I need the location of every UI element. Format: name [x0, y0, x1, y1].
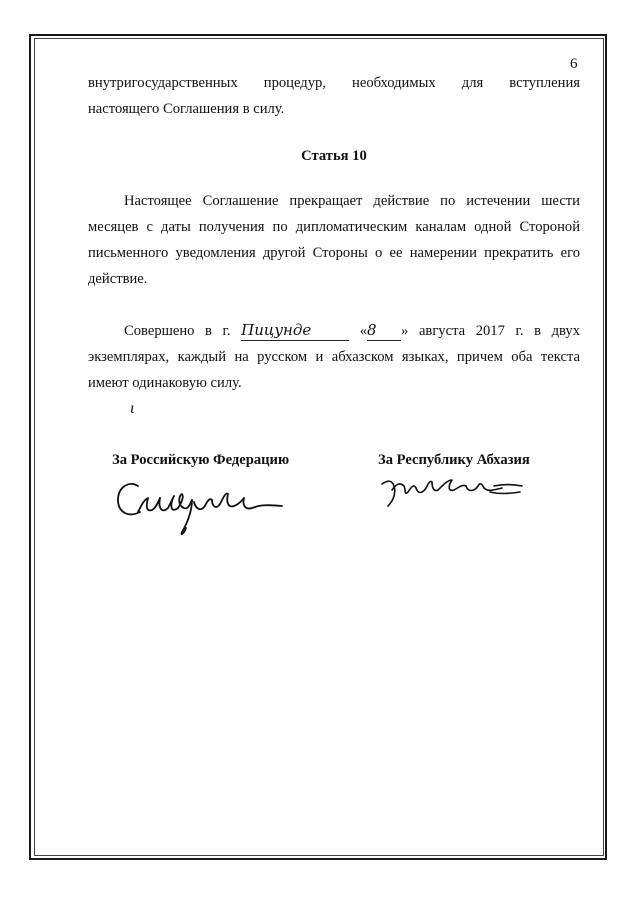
paragraph-line: месяцев с даты получения по дипломатическим каналам одной Стороной — [88, 219, 580, 235]
paragraph-signed-at — [88, 318, 580, 396]
quote-close: » — [401, 323, 409, 339]
paragraph-line — [88, 318, 580, 344]
word: внутригосударственных — [88, 75, 238, 91]
paragraph-continuation — [88, 70, 580, 122]
signed-at-suffix: августа 2017 г. в двух — [418, 323, 581, 339]
paragraph-line: Настоящее Соглашение прекращает действие по истечении шести — [124, 193, 580, 209]
paragraph-line: имеют одинаковую силу. — [88, 375, 242, 391]
city-field — [241, 321, 349, 341]
paragraph-line: настоящего Соглашения в силу. — [88, 101, 285, 117]
day-handwritten: 8 — [367, 321, 377, 339]
paragraph-termination — [88, 188, 580, 292]
signature-label-russia: За Российскую Федерацию — [112, 452, 290, 468]
signature-label-abkhazia: За Республику Абхазия — [378, 452, 530, 468]
paragraph-line — [88, 70, 580, 96]
date-day-group — [360, 323, 409, 339]
signature-russia — [112, 474, 287, 546]
stray-pen-mark: ɩ — [130, 400, 135, 417]
word: для — [461, 75, 484, 91]
article-heading: Статья 10 — [301, 148, 367, 164]
word: необходимых — [352, 75, 436, 91]
quote-open: « — [359, 323, 368, 339]
page-number: 6 — [570, 56, 578, 72]
signature-abkhazia — [378, 470, 528, 510]
word: вступления — [509, 75, 580, 91]
day-field — [367, 321, 401, 341]
paragraph-line: письменного уведомления другой Стороны о ее намерении прекратить его — [88, 245, 580, 261]
paragraph-line: экземплярах, каждый на русском и абхазском языках, причем оба текста — [88, 349, 580, 365]
word: процедур, — [263, 75, 326, 91]
signed-at-prefix: Совершено в г. — [124, 323, 231, 339]
paragraph-line: действие. — [88, 271, 148, 287]
city-handwritten: Пицунде — [241, 321, 312, 339]
